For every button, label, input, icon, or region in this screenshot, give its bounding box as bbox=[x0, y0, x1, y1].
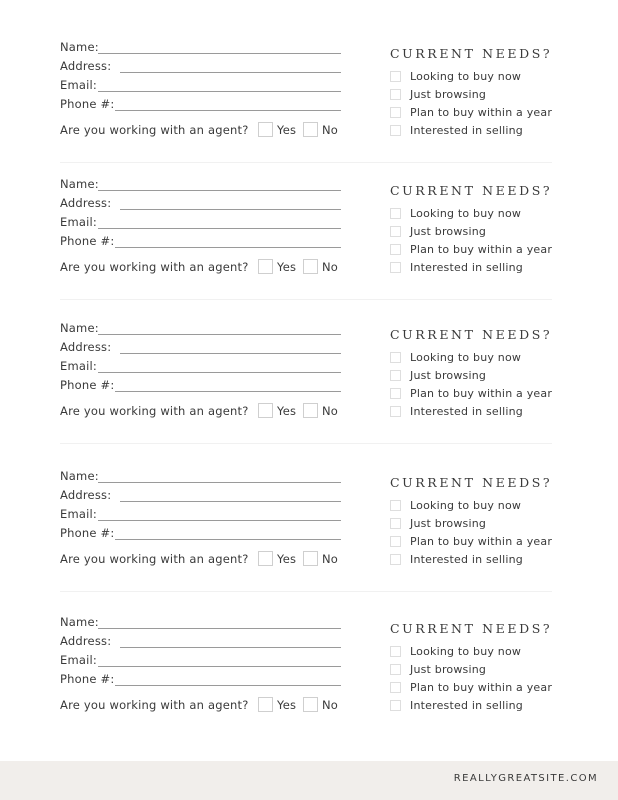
phone-field[interactable] bbox=[115, 685, 341, 686]
agent-yes-checkbox[interactable] bbox=[258, 551, 273, 566]
need-just-browsing-checkbox[interactable] bbox=[390, 226, 401, 237]
phone-label: Phone #: bbox=[60, 97, 115, 111]
email-label: Email: bbox=[60, 653, 97, 667]
visitor-entry-2 bbox=[0, 177, 618, 297]
address-label: Address: bbox=[60, 196, 112, 210]
agent-no-label: No bbox=[322, 123, 339, 137]
need-buy-within-year-label: Plan to buy within a year bbox=[410, 106, 553, 119]
name-field[interactable] bbox=[98, 334, 341, 335]
agent-yes-label: Yes bbox=[277, 260, 297, 274]
need-interested-selling-checkbox[interactable] bbox=[390, 125, 401, 136]
email-field[interactable] bbox=[98, 666, 341, 667]
current-needs-title: CURRENT NEEDS? bbox=[390, 621, 553, 636]
phone-field[interactable] bbox=[115, 391, 341, 392]
address-label: Address: bbox=[60, 488, 112, 502]
phone-field[interactable] bbox=[115, 539, 341, 540]
address-field[interactable] bbox=[120, 647, 341, 648]
need-just-browsing-checkbox[interactable] bbox=[390, 664, 401, 675]
need-interested-selling-label: Interested in selling bbox=[410, 261, 523, 274]
need-buy-within-year-checkbox[interactable] bbox=[390, 682, 401, 693]
need-buy-within-year-label: Plan to buy within a year bbox=[410, 681, 553, 694]
agent-yes-checkbox[interactable] bbox=[258, 697, 273, 712]
agent-no-checkbox[interactable] bbox=[303, 403, 318, 418]
email-field[interactable] bbox=[98, 520, 341, 521]
agent-no-checkbox[interactable] bbox=[303, 697, 318, 712]
need-buy-now-checkbox[interactable] bbox=[390, 208, 401, 219]
need-just-browsing-label: Just browsing bbox=[410, 517, 487, 530]
need-interested-selling-label: Interested in selling bbox=[410, 699, 523, 712]
need-buy-now-checkbox[interactable] bbox=[390, 646, 401, 657]
agent-no-checkbox[interactable] bbox=[303, 551, 318, 566]
visitor-entry-3 bbox=[0, 321, 618, 441]
need-buy-within-year-checkbox[interactable] bbox=[390, 244, 401, 255]
agent-yes-label: Yes bbox=[277, 123, 297, 137]
visitor-entry-1 bbox=[0, 40, 618, 160]
visitor-entry-4 bbox=[0, 469, 618, 589]
need-buy-now-checkbox[interactable] bbox=[390, 500, 401, 511]
address-field[interactable] bbox=[120, 501, 341, 502]
address-label: Address: bbox=[60, 340, 112, 354]
agent-no-checkbox[interactable] bbox=[303, 259, 318, 274]
agent-question: Are you working with an agent? bbox=[60, 123, 249, 137]
need-interested-selling-checkbox[interactable] bbox=[390, 262, 401, 273]
name-label: Name: bbox=[60, 177, 99, 191]
phone-label: Phone #: bbox=[60, 234, 115, 248]
need-just-browsing-checkbox[interactable] bbox=[390, 518, 401, 529]
need-interested-selling-checkbox[interactable] bbox=[390, 700, 401, 711]
entry-divider bbox=[60, 162, 552, 163]
email-label: Email: bbox=[60, 215, 97, 229]
agent-no-label: No bbox=[322, 698, 339, 712]
need-buy-now-label: Looking to buy now bbox=[410, 645, 522, 658]
email-field[interactable] bbox=[98, 91, 341, 92]
need-buy-within-year-label: Plan to buy within a year bbox=[410, 387, 553, 400]
email-field[interactable] bbox=[98, 372, 341, 373]
footer-bar bbox=[0, 761, 618, 800]
current-needs-title: CURRENT NEEDS? bbox=[390, 327, 553, 342]
agent-question: Are you working with an agent? bbox=[60, 552, 249, 566]
name-label: Name: bbox=[60, 40, 99, 54]
need-interested-selling-label: Interested in selling bbox=[410, 124, 523, 137]
agent-no-label: No bbox=[322, 404, 339, 418]
need-just-browsing-checkbox[interactable] bbox=[390, 89, 401, 100]
name-label: Name: bbox=[60, 321, 99, 335]
need-buy-now-label: Looking to buy now bbox=[410, 70, 522, 83]
agent-no-label: No bbox=[322, 552, 339, 566]
name-field[interactable] bbox=[98, 628, 341, 629]
current-needs-title: CURRENT NEEDS? bbox=[390, 46, 553, 61]
address-label: Address: bbox=[60, 634, 112, 648]
need-interested-selling-label: Interested in selling bbox=[410, 553, 523, 566]
agent-no-checkbox[interactable] bbox=[303, 122, 318, 137]
need-buy-now-checkbox[interactable] bbox=[390, 71, 401, 82]
name-label: Name: bbox=[60, 615, 99, 629]
agent-yes-checkbox[interactable] bbox=[258, 122, 273, 137]
need-just-browsing-checkbox[interactable] bbox=[390, 370, 401, 381]
name-field[interactable] bbox=[98, 190, 341, 191]
need-buy-now-label: Looking to buy now bbox=[410, 499, 522, 512]
phone-label: Phone #: bbox=[60, 672, 115, 686]
email-field[interactable] bbox=[98, 228, 341, 229]
address-field[interactable] bbox=[120, 353, 341, 354]
current-needs-title: CURRENT NEEDS? bbox=[390, 183, 553, 198]
phone-field[interactable] bbox=[115, 110, 341, 111]
entry-divider bbox=[60, 591, 552, 592]
entry-divider bbox=[60, 443, 552, 444]
need-buy-now-label: Looking to buy now bbox=[410, 351, 522, 364]
need-just-browsing-label: Just browsing bbox=[410, 225, 487, 238]
agent-yes-label: Yes bbox=[277, 698, 297, 712]
agent-yes-label: Yes bbox=[277, 552, 297, 566]
need-just-browsing-label: Just browsing bbox=[410, 88, 487, 101]
website-url[interactable]: REALLYGREATSITE.COM bbox=[453, 773, 598, 784]
entry-divider bbox=[60, 299, 552, 300]
phone-label: Phone #: bbox=[60, 526, 115, 540]
need-just-browsing-label: Just browsing bbox=[410, 663, 487, 676]
email-label: Email: bbox=[60, 507, 97, 521]
email-label: Email: bbox=[60, 78, 97, 92]
agent-no-label: No bbox=[322, 260, 339, 274]
agent-yes-checkbox[interactable] bbox=[258, 259, 273, 274]
need-buy-within-year-checkbox[interactable] bbox=[390, 536, 401, 547]
agent-yes-label: Yes bbox=[277, 404, 297, 418]
phone-field[interactable] bbox=[115, 247, 341, 248]
need-interested-selling-checkbox[interactable] bbox=[390, 406, 401, 417]
address-label: Address: bbox=[60, 59, 112, 73]
need-interested-selling-checkbox[interactable] bbox=[390, 554, 401, 565]
email-label: Email: bbox=[60, 359, 97, 373]
need-just-browsing-label: Just browsing bbox=[410, 369, 487, 382]
need-buy-within-year-checkbox[interactable] bbox=[390, 107, 401, 118]
need-buy-now-label: Looking to buy now bbox=[410, 207, 522, 220]
need-interested-selling-label: Interested in selling bbox=[410, 405, 523, 418]
name-field[interactable] bbox=[98, 53, 341, 54]
need-buy-now-checkbox[interactable] bbox=[390, 352, 401, 363]
name-label: Name: bbox=[60, 469, 99, 483]
agent-yes-checkbox[interactable] bbox=[258, 403, 273, 418]
address-field[interactable] bbox=[120, 72, 341, 73]
need-buy-within-year-checkbox[interactable] bbox=[390, 388, 401, 399]
visitor-entry-5 bbox=[0, 615, 618, 735]
agent-question: Are you working with an agent? bbox=[60, 698, 249, 712]
name-field[interactable] bbox=[98, 482, 341, 483]
current-needs-title: CURRENT NEEDS? bbox=[390, 475, 553, 490]
phone-label: Phone #: bbox=[60, 378, 115, 392]
need-buy-within-year-label: Plan to buy within a year bbox=[410, 243, 553, 256]
address-field[interactable] bbox=[120, 209, 341, 210]
agent-question: Are you working with an agent? bbox=[60, 260, 249, 274]
need-buy-within-year-label: Plan to buy within a year bbox=[410, 535, 553, 548]
agent-question: Are you working with an agent? bbox=[60, 404, 249, 418]
